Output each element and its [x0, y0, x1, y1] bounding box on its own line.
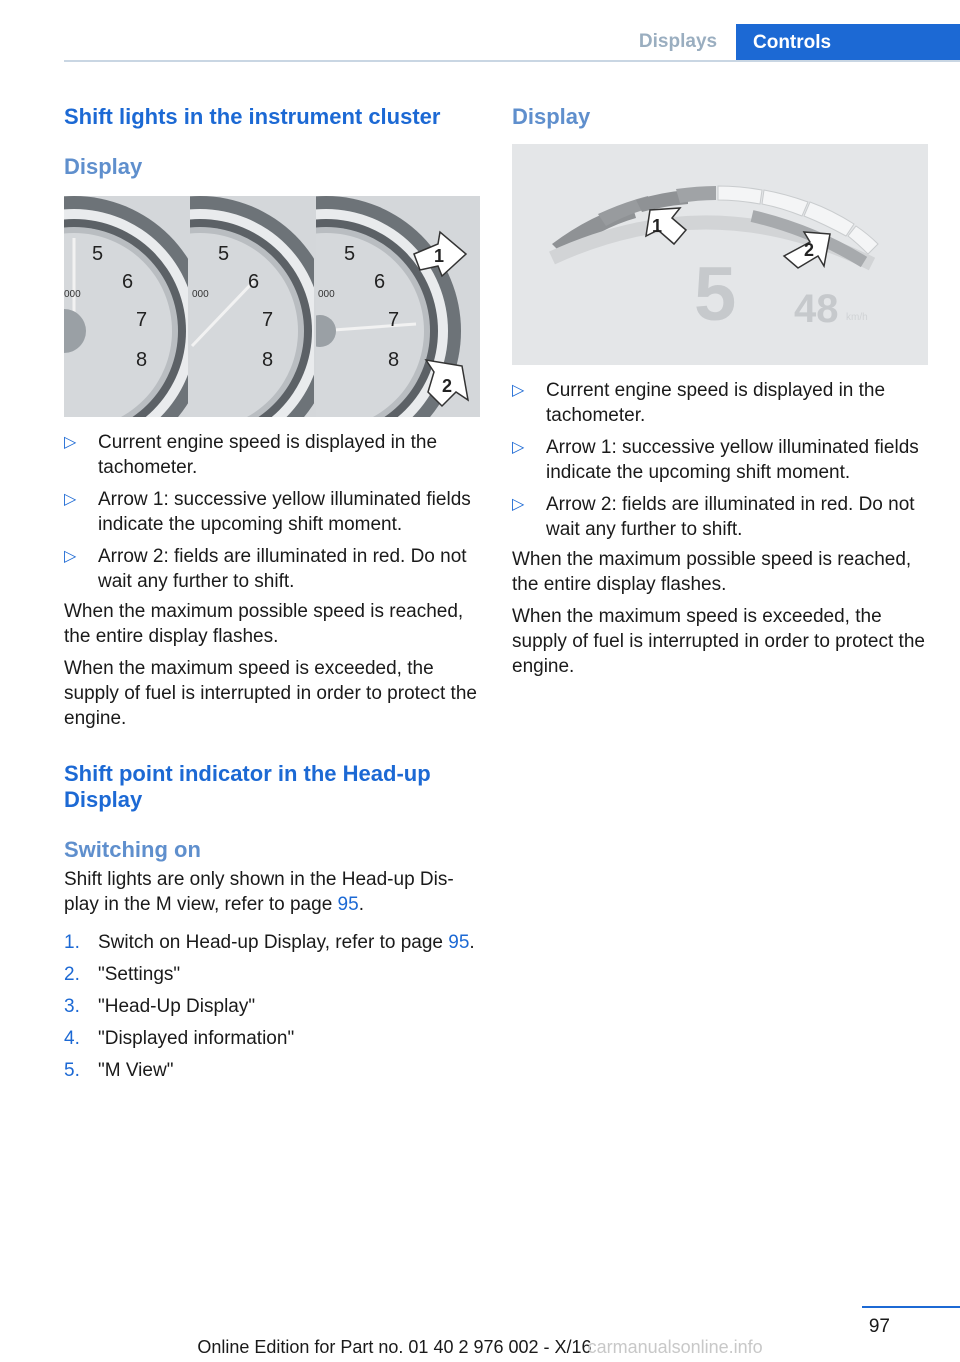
hud-illustration [512, 144, 928, 365]
arrow-1-label: 1 [652, 216, 663, 236]
arrow-2-label: 2 [442, 376, 453, 396]
gauge1-num-7: 7 [136, 309, 148, 331]
list-item: ▷ Current engine speed is displayed in the tachometer. [64, 432, 438, 478]
display-heading: Display [512, 104, 591, 129]
tachometer-image [64, 196, 480, 417]
list-item: ▷ Current engine speed is displayed in the tachometer. [512, 380, 886, 426]
paragraph-max-speed: When the maximum possible speed is reached, the entire display flashes. [64, 601, 464, 647]
section-title-shift-lights: Shift lights in the instrument cluster [64, 104, 441, 129]
hud-speed: 48 [794, 287, 839, 331]
header-rule [64, 60, 960, 62]
steps-list [64, 930, 480, 1083]
bullet-marker-icon: ▷ [512, 382, 525, 399]
left-bullet-list [64, 430, 480, 594]
right-bullet-list [512, 378, 928, 542]
gauge3-num-7: 7 [388, 309, 400, 331]
gauge2-num-5: 5 [218, 243, 230, 265]
left-column [64, 100, 480, 1090]
gauge2-num-8: 8 [262, 349, 274, 371]
list-item: ▷ Arrow 2: fields are illuminated in red. Do not wait any further to shift. [64, 546, 467, 592]
gauge3-num-8: 8 [388, 349, 400, 371]
gauge1-side-label: 000 [64, 289, 81, 300]
page-link[interactable]: 95 [448, 932, 470, 953]
arrow-2-label: 2 [804, 240, 815, 260]
hud-gear: 5 [694, 252, 737, 337]
bullet-marker-icon: ▷ [64, 491, 77, 508]
list-item: ▷ Arrow 1: successive yellow illuminated fields indicate the upcoming shift moment. [512, 437, 919, 483]
page-number: 97 [868, 1316, 890, 1337]
list-item: 4. "Displayed information" [64, 1028, 295, 1049]
gauge2-side-label: 000 [192, 289, 209, 300]
list-item: 5. "M View" [64, 1060, 174, 1081]
gauge3-num-5: 5 [344, 243, 356, 265]
arrow-1-label: 1 [434, 246, 445, 266]
bullet-marker-icon: ▷ [512, 439, 525, 456]
gauge3-side-label: 000 [318, 289, 335, 300]
tab-controls[interactable]: Controls [736, 24, 960, 62]
paragraph-max-speed: When the maximum possible speed is reached, the entire display flashes. [512, 549, 912, 595]
list-item: ▷ Arrow 1: successive yellow illuminated fields indicate the upcoming shift moment. [64, 489, 471, 535]
page-link[interactable]: 95 [337, 894, 359, 915]
tab-displays[interactable]: Displays [638, 31, 718, 52]
gauge1-num-5: 5 [92, 243, 104, 265]
bullet-marker-icon: ▷ [64, 434, 77, 451]
paragraph-exceeded: When the maximum speed is exceeded, the supply of fuel is interrupted in order to protect the engine. [512, 606, 925, 677]
gauge1-num-6: 6 [122, 271, 134, 293]
gauge3-num-6: 6 [374, 271, 386, 293]
list-item: ▷ Arrow 2: fields are illuminated in red. Do not wait any further to shift. [512, 494, 915, 540]
switching-on-heading: Switching on [64, 837, 201, 862]
section-title-head-up: Shift point indicator in the Head-up Display [64, 761, 431, 812]
switching-on-text: Shift lights are only shown in the Head-up Display in the M view, refer to page 95. [64, 869, 454, 915]
right-column [512, 100, 928, 679]
hud-unit: km/h [846, 312, 868, 323]
tachometer-illustration [64, 196, 480, 417]
gauge2-num-6: 6 [248, 271, 260, 293]
display-heading: Display [64, 154, 143, 179]
gauge1-num-8: 8 [136, 349, 148, 371]
paragraph-exceeded: When the maximum speed is exceeded, the supply of fuel is interrupted in order to protect the engine. [64, 658, 477, 729]
list-item: 1. Switch on Head-up Display, refer to page 95. [64, 932, 475, 953]
watermark: carmanualsonline.info [587, 1337, 763, 1357]
list-item: 3. "Head-Up Display" [64, 996, 256, 1017]
footer-rule [862, 1306, 960, 1308]
footer-edition: Online Edition for Part no. 01 40 2 976 002 - X/16carmanualsonline.info [197, 1337, 763, 1357]
list-item: 2. "Settings" [64, 964, 181, 985]
bullet-marker-icon: ▷ [512, 496, 525, 513]
gauge2-num-7: 7 [262, 309, 274, 331]
hud-image [512, 144, 928, 365]
bullet-marker-icon: ▷ [64, 548, 77, 565]
